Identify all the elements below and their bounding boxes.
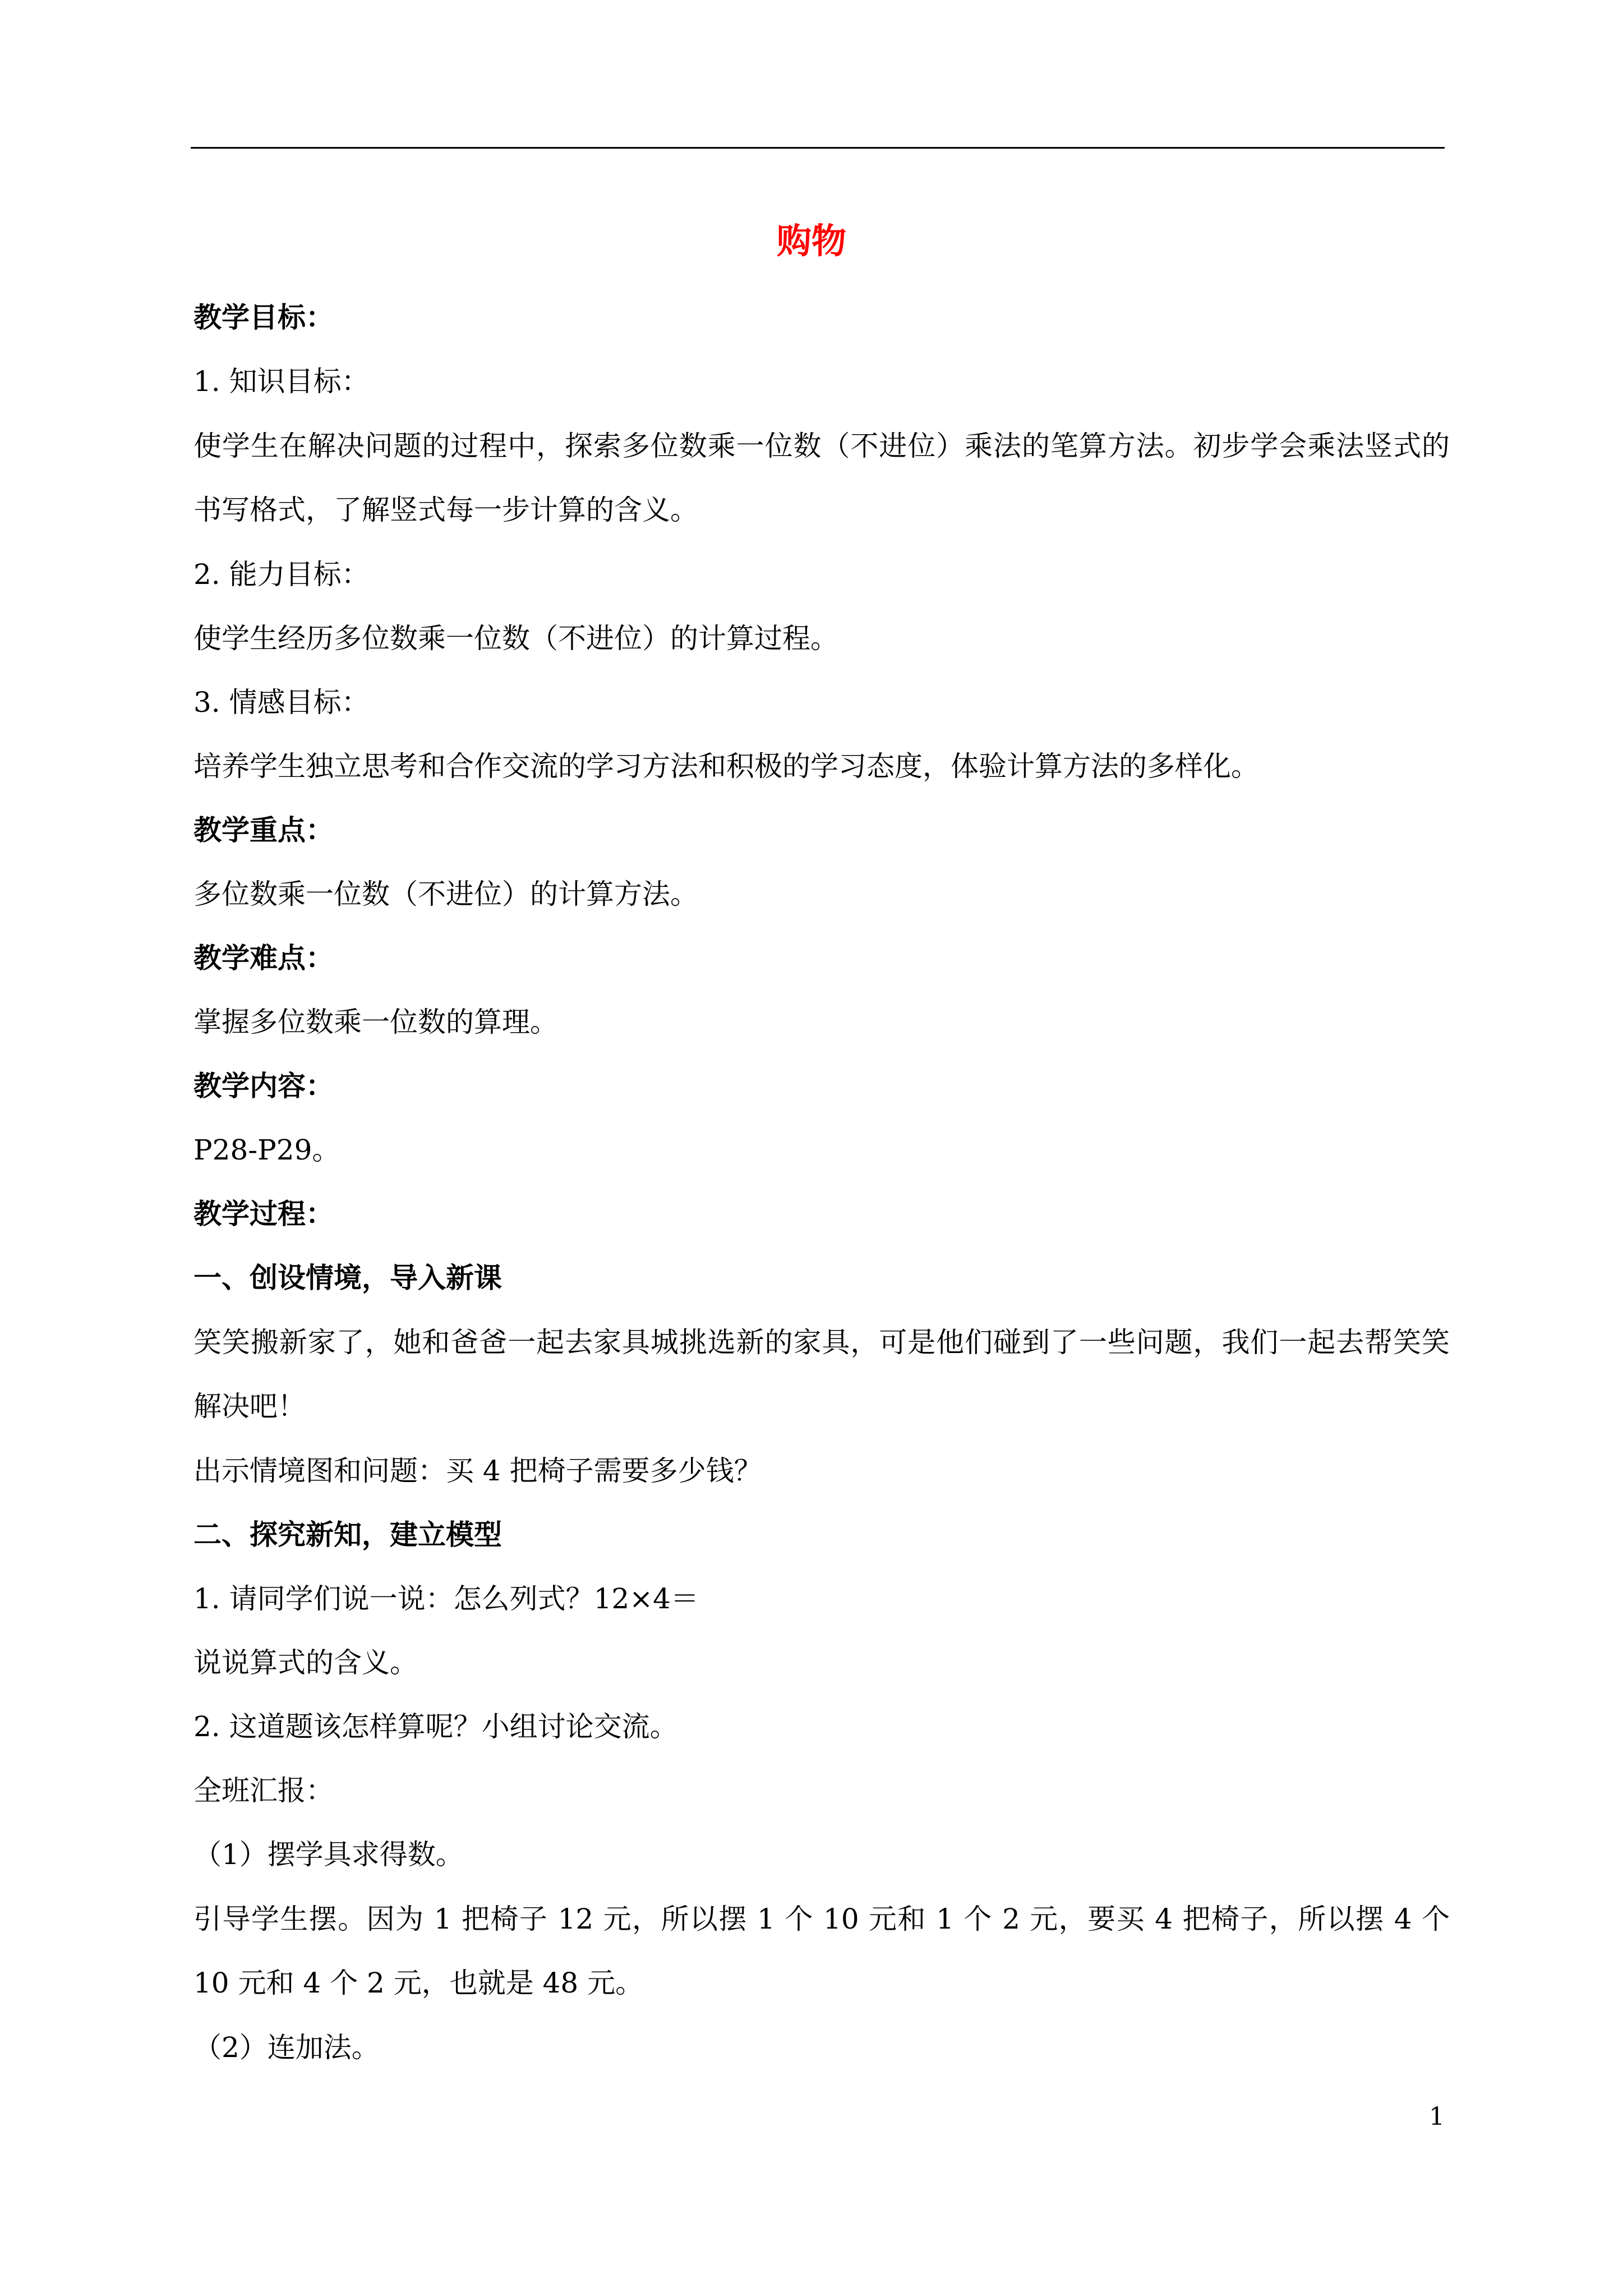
key-point-text: 多位数乘一位数（不进位）的计算方法。 [193, 878, 698, 910]
objective-2-label: 2. 能力目标： [193, 558, 370, 591]
objectives-heading: 教学目标： [193, 301, 334, 334]
objective-1-text: 使学生在解决问题的过程中，探索多位数乘一位数（不进位）乘法的笔算方法。初步学会乘法竖式的书写格式，了解竖式每一步计算的含义。 [193, 430, 1450, 526]
part-2-heading: 二、探究新知，建立模型 [193, 1519, 502, 1551]
objective-1-label: 1. 知识目标： [193, 365, 370, 398]
content-heading: 教学内容： [193, 1070, 334, 1102]
class-report-label: 全班汇报： [193, 1774, 334, 1807]
objective-3-label: 3. 情感目标： [193, 686, 370, 719]
page-number: 1 [1429, 2102, 1445, 2131]
part-2-item-1: 1. 请同学们说一说：怎么列式？12×4＝ [193, 1582, 699, 1615]
method-1-label: （1）摆学具求得数。 [193, 1838, 464, 1871]
header-rule [191, 147, 1445, 149]
part-1-text: 笑笑搬新家了，她和爸爸一起去家具城挑选新的家具，可是他们碰到了一些问题，我们一起去帮笑笑解决吧！ [193, 1326, 1450, 1423]
difficulty-heading: 教学难点： [193, 942, 334, 974]
key-point-heading: 教学重点： [193, 814, 334, 846]
objective-2-text: 使学生经历多位数乘一位数（不进位）的计算过程。 [193, 622, 838, 655]
content-text: P28-P29。 [193, 1134, 340, 1166]
part-2-item-2: 2. 这道题该怎样算呢？小组讨论交流。 [193, 1710, 678, 1743]
page-title: 购物 [776, 220, 846, 261]
part-1-heading: 一、创设情境，导入新课 [193, 1262, 502, 1294]
objective-3-text: 培养学生独立思考和合作交流的学习方法和积极的学习态度，体验计算方法的多样化。 [193, 750, 1259, 783]
method-2-label: （2）连加法。 [193, 2031, 380, 2064]
difficulty-text: 掌握多位数乘一位数的算理。 [193, 1006, 558, 1038]
part-2-item-1-followup: 说说算式的含义。 [193, 1646, 418, 1679]
method-1-text: 引导学生摆。因为 1 把椅子 12 元，所以摆 1 个 10 元和 1 个 2 元，要买 4 把椅子，所以摆 4 个 10 元和 4 个 2 元，也就是 48 元。 [193, 1903, 1450, 1999]
part-1-question: 出示情境图和问题：买 4 把椅子需要多少钱？ [193, 1455, 762, 1487]
process-heading: 教学过程： [193, 1198, 334, 1230]
